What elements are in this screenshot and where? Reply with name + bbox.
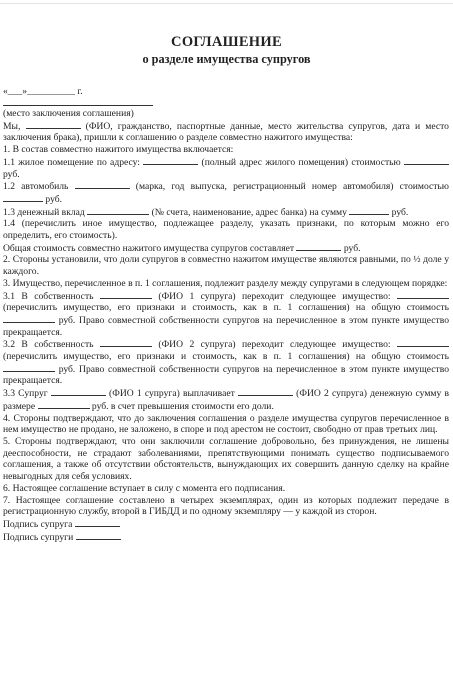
clause-3-2: 3.2 В собственность (ФИО 2 супруга) переходит следующее имущество: (перечислить имущество, его признаки и стоимость, как в п. 1 соглашения) на общую стоимость руб. Право совместной собственности супругов на перечисленное в этом пункте имущество прекращается. xyxy=(3,339,449,387)
place-blank-line xyxy=(3,105,153,106)
blank-line xyxy=(100,338,152,347)
page-top-divider xyxy=(0,3,453,4)
blank-line xyxy=(349,206,389,215)
blank-line xyxy=(3,193,43,202)
clause-5: 5. Стороны подтверждают, что они заключили соглашение добровольно, без принуждения, не лишены дееспособности, не страдают заболеваниями, препятствующими понимать существо подписываемого соглашения, а также об отсутствии обстоятельств, вынуждающих их совершить данную сделку на крайне невыгодных для себя условиях. xyxy=(3,435,449,483)
place-caption: (место заключения соглашения) xyxy=(3,108,134,119)
blank-line xyxy=(100,290,152,299)
husband-signature: Подпись супруга xyxy=(3,518,449,531)
blank-line xyxy=(3,314,55,323)
total-value: Общая стоимость совместно нажитого имущества супругов составляет руб. xyxy=(3,242,361,254)
clause-2: 2. Стороны установили, что доли супругов в совместно нажитом имуществе являются равными, по ½ доле у каждого. xyxy=(3,254,449,278)
clause-1-1: 1.1 жилое помещение по адресу: (полный адрес жилого помещения) стоимостью руб. xyxy=(3,156,449,180)
clause-3-3: 3.3 Супруг (ФИО 1 супруга) выплачивает (ФИО 2 супруга) денежную сумму в размере руб. в счет превышения стоимости его доли. xyxy=(3,388,449,412)
document-title: СОГЛАШЕНИЕ xyxy=(171,34,282,50)
clause-1: 1. В состав совместно нажитого имущества включается: xyxy=(3,144,234,156)
blank-line xyxy=(238,387,293,396)
date-line: «___»__________ г. xyxy=(3,86,83,97)
paragraph-parties: Мы, (ФИО, гражданство, паспортные данные, место жительства супругов, дата и место заключения брака), пришли к соглашению о разделе совместно нажитого имущества: xyxy=(3,120,449,144)
clause-3-1: 3.1 В собственность (ФИО 1 супруга) переходит следующее имущество: (перечислить имущество, его признаки и стоимость, как в п. 1 соглашения) на общую стоимость руб. Право совместной собственности супругов на перечисленное в этом пункте имущество прекращается. xyxy=(3,290,449,338)
blank-line xyxy=(87,206,149,215)
blank-line xyxy=(38,400,90,409)
clause-3: 3. Имущество, перечисленное в п. 1 соглашения, подлежит разделу между супругами в следующем порядке: xyxy=(3,277,448,289)
clause-1-4: 1.4 (перечислить иное имущество, подлежащее разделу, указать признаки, по которым можно его определить, его стоимость). xyxy=(3,218,449,242)
blank-line xyxy=(296,242,341,251)
blank-line xyxy=(26,120,81,129)
signature-line xyxy=(76,531,121,540)
blank-line xyxy=(143,156,198,165)
blank-line xyxy=(51,387,106,396)
document-body xyxy=(3,108,449,543)
clause-1-2: 1.2 автомобиль (марка, год выпуска, регистрационный номер автомобиля) стоимостью руб. xyxy=(3,181,449,205)
clause-7: 7. Настоящее соглашение составлено в четырех экземплярах, один из которых подлежит передаче в регистрационную службу, второй в ГИБДД и по одному экземпляру — у каждой из сторон. xyxy=(3,494,449,518)
blank-line xyxy=(397,290,449,299)
wife-signature: Подпись супруги xyxy=(3,531,449,544)
blank-line xyxy=(404,156,449,165)
blank-line xyxy=(75,180,130,189)
document-subtitle: о разделе имущества супругов xyxy=(142,52,311,66)
clause-4: 4. Стороны подтверждают, что до заключения соглашения о разделе имущества супругов перечисленное в нем имущество не продано, не заложено, в споре и под арестом не состоит, свободно от прав третьих лиц. xyxy=(3,412,449,436)
clause-1-3: 1.3 денежный вклад (№ счета, наименование, адрес банка) на сумму руб. xyxy=(3,206,409,218)
clause-6: 6. Настоящее соглашение вступает в силу с момента его подписания. xyxy=(3,482,286,494)
blank-line xyxy=(397,338,449,347)
blank-line xyxy=(3,363,55,372)
signature-line xyxy=(75,518,120,527)
